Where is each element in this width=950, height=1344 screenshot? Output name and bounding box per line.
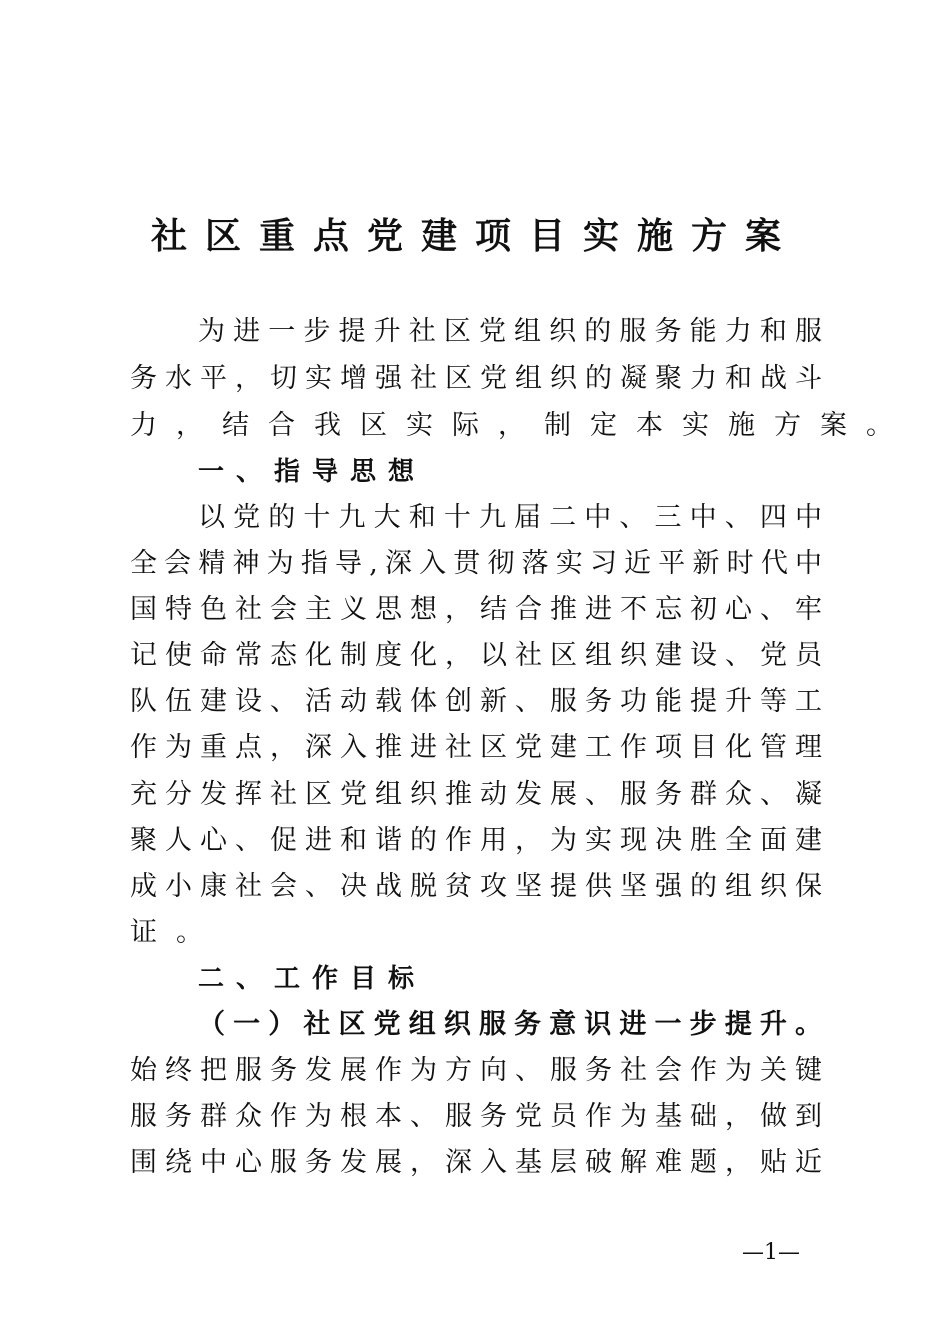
section1-line-8: 聚人心、促进和谐的作用，为实现决胜全面建: [130, 825, 822, 856]
intro-line-3: 力，结合我区实际，制定本实施方案。: [130, 410, 912, 441]
section1-line-5: 队伍建设、活动载体创新、服务功能提升等工: [130, 686, 822, 717]
section1-line-3: 国特色社会主义思想，结合推进不忘初心、牢: [130, 594, 822, 625]
page-number: —1—: [742, 1240, 800, 1265]
section1-line-9: 成小康社会、决战脱贫攻坚提供坚强的组织保: [130, 871, 822, 902]
section2-line-3: 围绕中心服务发展，深入基层破解难题，贴近: [130, 1147, 822, 1178]
section1-line-7: 充分发挥社区党组织推动发展、服务群众、凝: [130, 779, 822, 810]
section1-line-6: 作为重点，深入推进社区党建工作项目化管理: [130, 732, 822, 763]
intro-line-2: 务水平，切实增强社区党组织的凝聚力和战斗: [130, 363, 822, 394]
section1-line-4: 记使命常态化制度化，以社区组织建设、党员: [130, 640, 822, 671]
section2-line-2: 服务群众作为根本、服务党员作为基础，做到: [130, 1101, 822, 1132]
section2-line-1: 始终把服务发展作为方向、服务社会作为关键: [130, 1055, 822, 1086]
section1-line-1: 以党的十九大和十九届二中、三中、四中: [198, 502, 822, 533]
section1-heading: 一、指导思想: [198, 457, 427, 487]
section2-subheading: （一）社区党组织服务意识进一步提升。: [198, 1009, 822, 1040]
section1-line-10: 证。: [130, 917, 222, 948]
document-title: 社区重点党建项目实施方案: [150, 216, 799, 257]
section2-heading: 二、工作目标: [198, 964, 427, 994]
intro-line-1: 为进一步提升社区党组织的服务能力和服: [198, 316, 822, 347]
section1-line-2: 全会精神为指导,深入贯彻落实习近平新时代中: [130, 548, 822, 579]
